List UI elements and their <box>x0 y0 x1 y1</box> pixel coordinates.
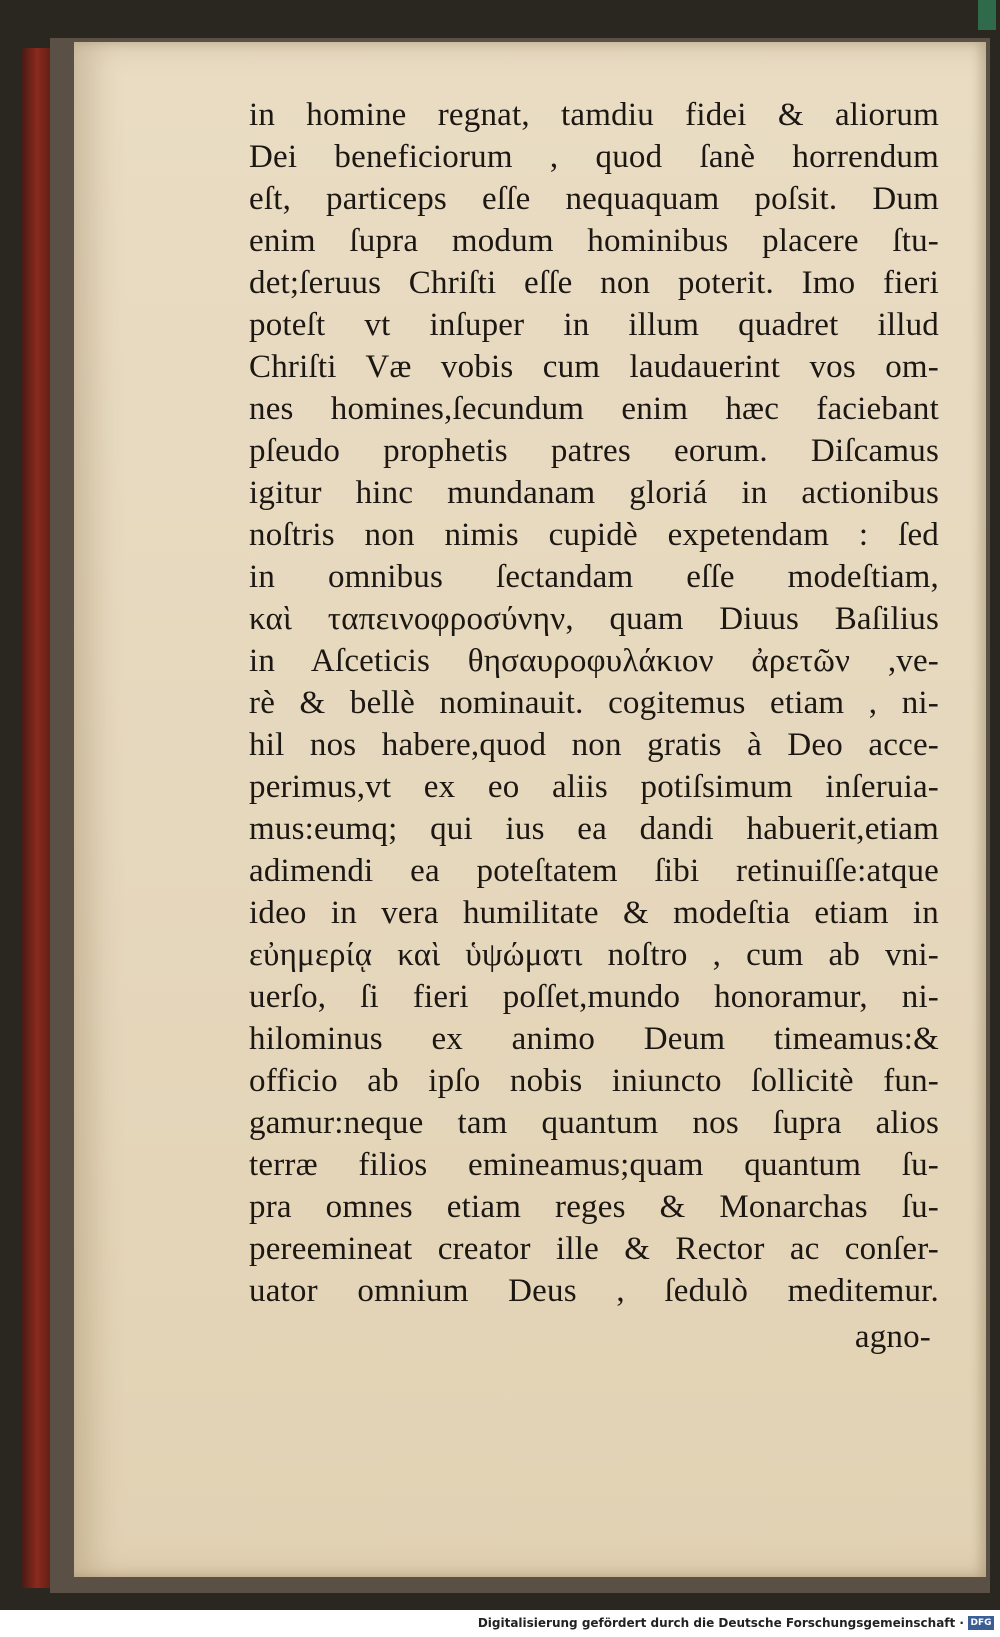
text-line: in Aſceticis θησαυροφυλάκιον ἀρετῶν ,ve- <box>249 643 939 679</box>
text-line: nes homines,ſecundum enim hæc faciebant <box>249 391 939 427</box>
text-line: gamur:neque tam quantum nos ſupra alios <box>249 1105 939 1141</box>
text-line: det;ſeruus Chriſti eſſe non poterit. Imo fieri <box>249 265 939 301</box>
catchword: agno- <box>854 1319 931 1355</box>
text-line: καὶ ταπεινοφροσύνην, quam Diuus Baſilius <box>249 601 939 637</box>
text-line: pſeudo prophetis patres eorum. Diſcamus <box>249 433 939 469</box>
text-line: pra omnes etiam reges & Monarchas ſu- <box>249 1189 939 1225</box>
book-page <box>74 42 986 1577</box>
text-line: in omnibus ſectandam eſſe modeſtiam, <box>249 559 939 595</box>
text-line: εὐημερίᾳ καὶ ὑψώματι noſtro , cum ab vni- <box>249 937 939 973</box>
text-line: perimus,vt ex eo aliis potiſsimum inſeruia- <box>249 769 939 805</box>
bookmark-ribbon <box>978 0 996 30</box>
text-line: pereemineat creator ille & Rector ac conſer- <box>249 1231 939 1267</box>
text-line: Dei beneficiorum , quod ſanè horrendum <box>249 139 939 175</box>
text-line: enim ſupra modum hominibus placere ſtu- <box>249 223 939 259</box>
text-line: rè & bellè nominauit. cogitemus etiam , ni- <box>249 685 939 721</box>
funding-credit: Digitalisierung gefördert durch die Deutsche Forschungsgemeinschaft · <box>477 1616 964 1630</box>
text-line: mus:eumq; qui ius ea dandi habuerit,etiam <box>249 811 939 847</box>
text-line: in homine regnat, tamdiu fidei & aliorum <box>249 97 939 133</box>
dfg-logo: DFG <box>968 1616 994 1630</box>
text-line: uerſo, ſi fieri poſſet,mundo honoramur, ni- <box>249 979 939 1015</box>
text-line: ideo in vera humilitate & modeſtia etiam in <box>249 895 939 931</box>
page-text-block <box>249 94 939 1358</box>
text-line: terræ filios emineamus;quam quantum ſu- <box>249 1147 939 1183</box>
text-line: poteſt vt inſuper in illum quadret illud <box>249 307 939 343</box>
text-line: igitur hinc mundanam gloriá in actionibus <box>249 475 939 511</box>
book-cover-edge <box>22 48 52 1588</box>
text-line: uator omnium Deus , ſedulò meditemur. <box>249 1273 939 1309</box>
digitization-footer <box>0 1610 1000 1637</box>
text-line: adimendi ea poteſtatem ſibi retinuiſſe:atque <box>249 853 939 889</box>
text-line: eſt, particeps eſſe nequaquam poſsit. Dum <box>249 181 939 217</box>
text-line: hilominus ex animo Deum timeamus:& <box>249 1021 939 1057</box>
text-line: noſtris non nimis cupidè expetendam : ſed <box>249 517 939 553</box>
text-line: hil nos habere,quod non gratis à Deo acce- <box>249 727 939 763</box>
text-line: Chriſti Væ vobis cum laudauerint vos om- <box>249 349 939 385</box>
text-line: officio ab ipſo nobis iniuncto ſollicitè fun- <box>249 1063 939 1099</box>
